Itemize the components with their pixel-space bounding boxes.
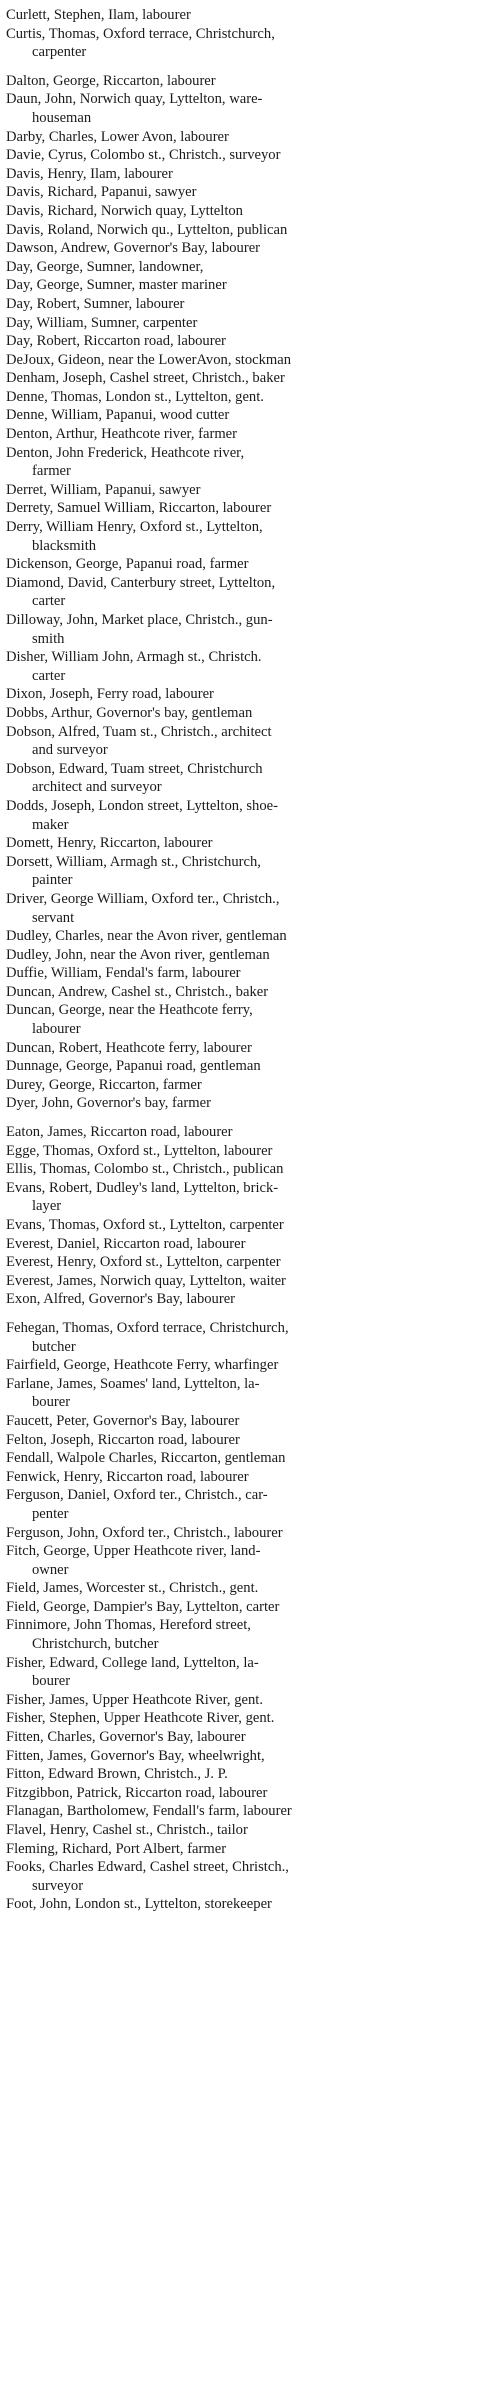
directory-entry [0,406,484,425]
directory-entry [0,890,484,927]
entry-continuation: butcher [32,1338,76,1355]
entry-line: Domett, Henry, Riccarton, labourer [6,835,213,852]
directory-entry [0,221,484,240]
entry-line: Daun, John, Norwich quay, Lyttelton, ware- [6,91,263,108]
directory-entry [0,946,484,965]
entry-line: Fehegan, Thomas, Oxford terrace, Christchurch, [6,1319,289,1336]
directory-entry [0,1728,484,1747]
directory-entry [0,648,484,685]
entry-line: Curtis, Thomas, Oxford terrace, Christchurch, [6,25,275,42]
entry-continuation: labourer [32,1021,81,1038]
entry-continuation: layer [32,1198,62,1215]
directory-entry [0,1802,484,1821]
entry-line: Day, William, Sumner, carpenter [6,314,198,331]
directory-entry [0,165,484,184]
entry-line: Fitton, Edward Brown, Christch., J. P. [6,1766,228,1783]
entry-line: Field, James, Worcester st., Christch., gent. [6,1580,259,1597]
entry-continuation: carpenter [32,44,87,61]
entry-continuation: servant [32,909,75,926]
directory-entry [0,499,484,518]
entry-line: Egge, Thomas, Oxford st., Lyttelton, labourer [6,1142,273,1159]
entry-line: Fairfield, George, Heathcote Ferry, wharfinger [6,1357,279,1374]
entry-line: Day, George, Sumner, landowner, [6,258,204,275]
entry-line: Dawson, Andrew, Governor's Bay, labourer [6,240,261,257]
directory-entry [0,239,484,258]
entry-line: Derrety, Samuel William, Riccarton, labourer [6,500,272,517]
entry-line: Everest, Daniel, Riccarton road, labourer [6,1235,246,1252]
directory-entry [0,388,484,407]
directory-entry [0,685,484,704]
directory-entry [0,1840,484,1859]
entry-line: Darby, Charles, Lower Avon, labourer [6,128,229,145]
directory-entry [0,1858,484,1895]
entry-continuation: and surveyor [32,742,108,759]
entry-continuation: penter [32,1505,69,1522]
directory-entry [0,1412,484,1431]
entry-continuation: bourer [32,1673,71,1690]
directory-entry [0,1057,484,1076]
directory-entry [0,1039,484,1058]
entry-line: Curlett, Stephen, Ilam, labourer [6,7,191,23]
entry-line: Ferguson, Daniel, Oxford ter., Christch., car- [6,1487,268,1504]
entry-line: Day, George, Sumner, master mariner [6,277,227,294]
directory-entry [0,1691,484,1710]
entry-line: Fisher, Edward, College land, Lyttelton, la- [6,1654,259,1671]
entry-line: Fendall, Walpole Charles, Riccarton, gentleman [6,1450,286,1467]
entry-line: Exon, Alfred, Governor's Bay, labourer [6,1291,236,1308]
directory-entry [0,1179,484,1216]
directory-entry [0,369,484,388]
entry-line: Day, Robert, Riccarton road, labourer [6,333,226,350]
entry-continuation: maker [32,816,69,833]
entry-line: Diamond, David, Canterbury street, Lyttelton, [6,574,276,591]
directory-entry [0,1709,484,1728]
directory-entry [0,983,484,1002]
directory-entry [0,1094,484,1113]
entry-line: Everest, Henry, Oxford st., Lyttelton, carpenter [6,1254,281,1271]
entry-line: Dorsett, William, Armagh st., Christchurch, [6,853,261,870]
directory-entry [0,481,484,500]
entry-line: Dobbs, Arthur, Governor's bay, gentleman [6,704,253,721]
directory-entry [0,1001,484,1038]
entry-continuation: blacksmith [32,537,97,554]
directory-entry [0,1142,484,1161]
directory-entry [0,72,484,91]
directory-entry [0,1123,484,1142]
directory-entry [0,1542,484,1579]
entry-line: Davie, Cyrus, Colombo st., Christch., surveyor [6,147,281,164]
entry-line: Eaton, James, Riccarton road, labourer [6,1124,233,1141]
entry-line: Denne, William, Papanui, wood cutter [6,407,230,424]
entry-line: Day, Robert, Sumner, labourer [6,295,185,312]
directory-entry [0,6,484,25]
entry-continuation: carter [32,667,66,684]
entry-line: Fenwick, Henry, Riccarton road, labourer [6,1468,249,1485]
entry-line: Davis, Henry, Ilam, labourer [6,165,173,182]
entry-continuation: bourer [32,1394,71,1411]
directory-entry [0,258,484,277]
directory-entry [0,1356,484,1375]
entry-line: Evans, Thomas, Oxford st., Lyttelton, carpenter [6,1217,284,1233]
directory-entry [0,1654,484,1691]
directory-entry [0,834,484,853]
directory-entry [0,314,484,333]
directory-entry [0,1895,484,1914]
directory-entry [0,1765,484,1784]
entry-continuation: surveyor [32,1877,84,1894]
entry-line: Duffie, William, Fendal's farm, labourer [6,965,241,982]
entry-line: Faucett, Peter, Governor's Bay, labourer [6,1412,240,1429]
directory-entry [0,351,484,370]
directory-entry [0,1076,484,1095]
directory-entry [0,295,484,314]
directory-entry [0,202,484,221]
directory-entry [0,128,484,147]
entry-line: Duncan, George, near the Heathcote ferry, [6,1002,253,1019]
directory-entry [0,1449,484,1468]
entry-line: Derret, William, Papanui, sawyer [6,481,201,498]
entry-line: Denne, Thomas, London st., Lyttelton, gent. [6,388,264,405]
directory-entry [0,611,484,648]
directory-entry [0,1747,484,1766]
directory-entry [0,1431,484,1450]
directory-entry [0,555,484,574]
entry-line: Duncan, Robert, Heathcote ferry, labourer [6,1039,252,1056]
entry-continuation: smith [32,630,65,647]
entry-line: Driver, George William, Oxford ter., Christch., [6,890,280,907]
directory-entry [0,1235,484,1254]
directory-entry [0,760,484,797]
directory-entry [0,1616,484,1653]
directory-entry [0,518,484,555]
entry-line: Finnimore, John Thomas, Hereford street, [6,1617,251,1634]
directory-entry [0,444,484,481]
entry-line: Davis, Roland, Norwich qu., Lyttelton, publican [6,221,288,238]
entry-line: Durey, George, Riccarton, farmer [6,1076,202,1093]
entry-continuation: painter [32,872,73,889]
entry-line: Disher, William John, Armagh st., Christch. [6,649,262,666]
directory-entry [0,574,484,611]
directory-entry [0,1272,484,1291]
entry-line: Dickenson, George, Papanui road, farmer [6,556,249,573]
directory-entry [0,90,484,127]
entry-line: Dodds, Joseph, London street, Lyttelton, shoe- [6,797,278,814]
directory-entry [0,1160,484,1179]
entry-line: Fitzgibbon, Patrick, Riccarton road, labourer [6,1784,268,1801]
directory-entry [0,1524,484,1543]
entry-line: Fitten, James, Governor's Bay, wheelwright, [6,1747,265,1764]
entry-continuation: carter [32,593,66,610]
entry-line: Davis, Richard, Norwich quay, Lyttelton [6,202,243,219]
entry-line: Dyer, John, Governor's bay, farmer [6,1095,211,1112]
directory-entry [0,25,484,62]
entry-continuation: farmer [32,463,71,480]
directory-entry [0,332,484,351]
entry-line: Fleming, Richard, Port Albert, farmer [6,1840,227,1857]
entry-line: Foot, John, London st., Lyttelton, storekeeper [6,1896,272,1913]
entry-line: Denton, John Frederick, Heathcote river, [6,444,245,461]
entry-line: Dudley, John, near the Avon river, gentleman [6,946,270,963]
entry-line: Field, George, Dampier's Bay, Lyttelton, carter [6,1598,280,1615]
directory-entry [0,1216,484,1235]
entry-continuation: Christchurch, butcher [32,1636,159,1653]
directory-entry [0,927,484,946]
directory-entry [0,1486,484,1523]
entry-line: DeJoux, Gideon, near the LowerAvon, stockman [6,351,292,368]
directory-entry [0,964,484,983]
entry-line: Everest, James, Norwich quay, Lyttelton, waiter [6,1272,286,1289]
entry-line: Dalton, George, Riccarton, labourer [6,72,216,89]
entry-continuation: architect and surveyor [32,779,162,796]
entry-line: Dunnage, George, Papanui road, gentleman [6,1058,261,1075]
directory-entry [0,1579,484,1598]
directory-entry [0,1375,484,1412]
directory-entry [0,1821,484,1840]
entry-line: Fisher, James, Upper Heathcote River, gent. [6,1691,263,1708]
entry-line: Denham, Joseph, Cashel street, Christch., baker [6,370,285,387]
directory-entry [0,1784,484,1803]
entry-line: Dilloway, John, Market place, Christch., gun- [6,612,273,628]
directory-entry [0,853,484,890]
entry-line: Dixon, Joseph, Ferry road, labourer [6,686,214,703]
entry-line: Flavel, Henry, Cashel st., Christch., tailor [6,1822,248,1838]
directory-entry [0,797,484,834]
entry-line: Duncan, Andrew, Cashel st., Christch., baker [6,983,269,1000]
directory-entry [0,723,484,760]
entry-line: Flanagan, Bartholomew, Fendall's farm, labourer [6,1803,292,1820]
entry-line: Denton, Arthur, Heathcote river, farmer [6,426,238,443]
directory-entry [0,276,484,295]
entry-line: Dudley, Charles, near the Avon river, gentleman [6,928,287,945]
directory-entry [0,146,484,165]
entry-line: Felton, Joseph, Riccarton road, labourer [6,1431,240,1448]
entry-line: Evans, Robert, Dudley's land, Lyttelton, brick- [6,1179,279,1196]
entry-line: Davis, Richard, Papanui, sawyer [6,184,197,201]
entry-line: Farlane, James, Soames' land, Lyttelton, la- [6,1375,260,1392]
entry-line: Ellis, Thomas, Colombo st., Christch., publican [6,1161,284,1178]
entry-line: Dobson, Alfred, Tuam st., Christch., architect [6,723,272,740]
entry-line: Fooks, Charles Edward, Cashel street, Christch., [6,1859,289,1876]
directory-entry [0,1468,484,1487]
directory-entry [0,1290,484,1309]
entry-line: Dobson, Edward, Tuam street, Christchurch [6,760,263,777]
entry-line: Fitch, George, Upper Heathcote river, land- [6,1543,261,1560]
directory-entry [0,1319,484,1356]
entry-line: Ferguson, John, Oxford ter., Christch., labourer [6,1524,283,1541]
entry-line: Fitten, Charles, Governor's Bay, labourer [6,1729,246,1746]
entry-continuation: owner [32,1561,69,1578]
entry-continuation: houseman [32,109,92,126]
entry-line: Derry, William Henry, Oxford st., Lyttelton, [6,519,263,536]
directory-entry [0,1253,484,1272]
directory-entry [0,183,484,202]
directory-entry [0,425,484,444]
directory-entry [0,704,484,723]
entry-line: Fisher, Stephen, Upper Heathcote River, gent. [6,1710,275,1727]
directory-entry [0,1598,484,1617]
